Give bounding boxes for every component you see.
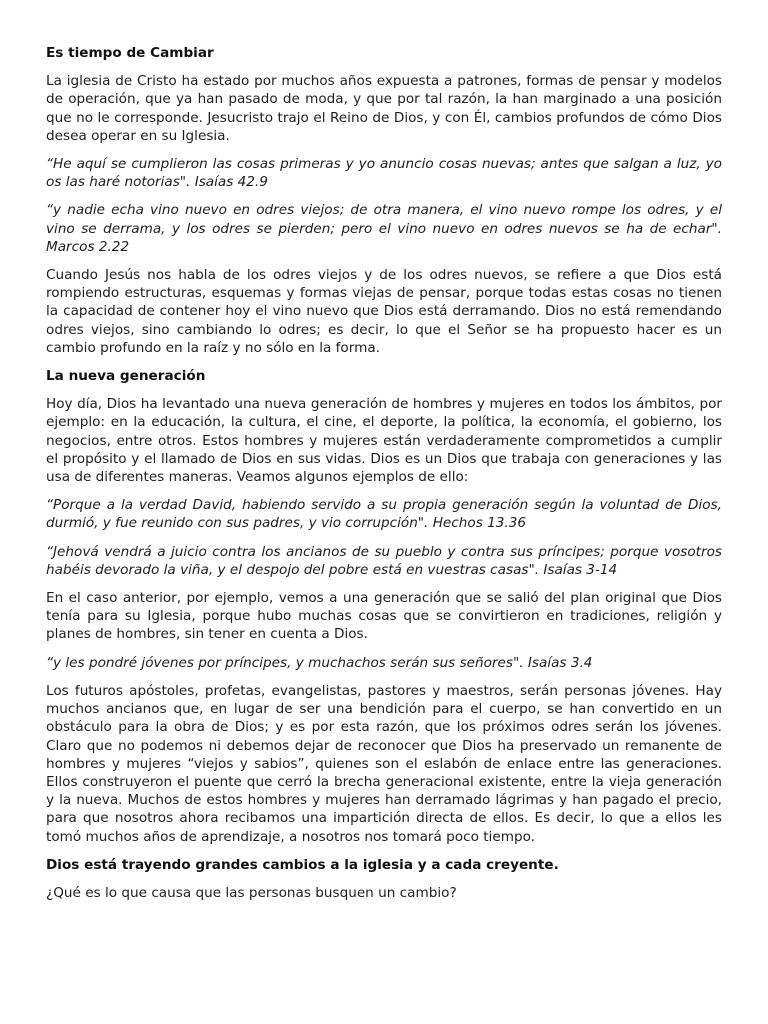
scripture-quote: “y les pondré jóvenes por príncipes, y muchachos serán sus señores". Isaías 3.4: [46, 654, 593, 671]
scripture-quote: “He aquí se cumplieron las cosas primeras y yo anuncio cosas nuevas; antes que salgan a luz, yo os las haré notorias". Isaías 42.9: [46, 156, 722, 191]
scripture-quote: “y nadie echa vino nuevo en odres viejos; de otra manera, el vino nuevo rompe los odres, y el vino se derrama, y los odres se pierden; pero el vino nuevo en odres nuevos se ha de echar". Marcos 2.22: [46, 202, 722, 255]
paragraph: Hoy día, Dios ha levantado una nueva generación de hombres y mujeres en todos los ámbitos, por ejemplo: en la educación, la cultura, el cine, el deporte, la política, la economía, el gobierno, los negocios, entre otros. Estos hombres y mujeres están verdaderamente comprometidos a cumplir el propósito y el llamado de Dios en sus vidas. Dios es un Dios que trabaja con generaciones y las usa de diferentes maneras. Veamos algunos ejemplos de ello:: [46, 396, 722, 486]
section-heading: Es tiempo de Cambiar: [46, 45, 214, 61]
paragraph: ¿Qué es lo que causa que las personas busquen un cambio?: [46, 884, 457, 901]
paragraph: En el caso anterior, por ejemplo, vemos a una generación que se salió del plan original que Dios tenía para su Iglesia, porque hubo muchas cosas que se convirtieron en tradiciones, religión y planes de hombres, sin tener en cuenta a Dios.: [46, 590, 722, 643]
paragraph: La iglesia de Cristo ha estado por muchos años expuesta a patrones, formas de pensar y modelos de operación, que ya han pasado de moda, y que por tal razón, la han marginado a una posición que no le corresponde. Jesucristo trajo el Reino de Dios, y con Él, cambios profundos de cómo Dios desea operar en su Iglesia.: [46, 73, 722, 144]
section-heading: Dios está trayendo grandes cambios a la iglesia y a cada creyente.: [46, 856, 559, 873]
section-heading: La nueva generación: [46, 368, 206, 385]
scripture-quote: “Porque a la verdad David, habiendo servido a su propia generación según la voluntad de Dios, durmió, y fue reunido con sus padres, y vio corrupción". Hechos 13.36: [46, 497, 722, 532]
paragraph: Cuando Jesús nos habla de los odres viejos y de los odres nuevos, se refiere a que Dios está rompiendo estructuras, esquemas y formas viejas de pensar, porque todas estas cosas no tienen la capacidad de contener hoy el vino nuevo que Dios está derramando. Dios no está remendando odres viejos, sino cambiando lo odres; es decir, lo que el Señor se ha propuesto hacer es un cambio profundo en la raíz y no sólo en la forma.: [46, 267, 722, 356]
paragraph: Los futuros apóstoles, profetas, evangelistas, pastores y maestros, serán personas jóvenes. Hay muchos ancianos que, en lugar de ser una bendición para el cuerpo, se han convertido en un obstáculo para la obra de Dios; y es por esta razón, que los próximos odres serán los jóvenes. Claro que no podemos ni debemos dejar de reconocer que Dios ha preservado un remanente de hombres y mujeres “viejos y sabios”, quienes son el eslabón de enlace entre las generaciones. Ellos construyeron el puente que cerró la brecha generacional existente, entre la vieja generación y la nueva. Muchos de estos hombres y mujeres han derramado lágrimas y han pagado el precio, para que nosotros ahora recibamos una impartición directa de ellos. Es decir, lo que a ellos les tomó muchos años de aprendizaje, a nosotros nos tomará poco tiempo.: [46, 682, 722, 845]
scripture-quote: “Jehová vendrá a juicio contra los ancianos de su pueblo y contra sus príncipes; porque vosotros habéis devorado la viña, y el despojo del pobre está en vuestras casas". Isaías 3-14: [46, 543, 722, 578]
